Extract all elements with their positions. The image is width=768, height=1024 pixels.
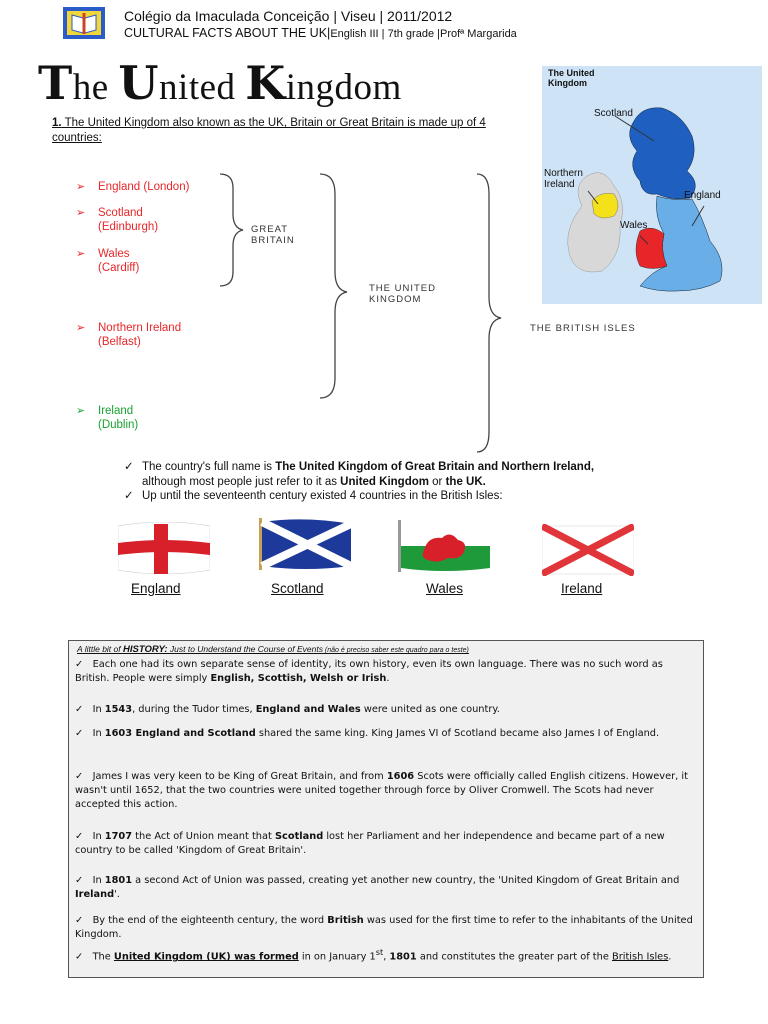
history-item: ✓ In 1801 a second Act of Union was passed, creating yet another new country, the 'United Kingdom of Great Britain and Ireland'. <box>75 875 680 900</box>
list-item: ➢ Wales (Cardiff) <box>76 248 140 274</box>
school-logo <box>62 6 106 40</box>
history-box <box>68 640 704 978</box>
british-isles-label: THE BRITISH ISLES <box>530 323 636 334</box>
flag-label-england: England <box>131 581 181 596</box>
check-icon: ✓ <box>75 728 84 739</box>
history-item: ✓ In 1603 England and Scotland shared the same king. King James VI of Scotland became also James I of England. <box>75 728 660 739</box>
arrow-icon: ➢ <box>76 181 86 193</box>
map-label-england: England <box>684 190 721 201</box>
flag-label-ireland: Ireland <box>561 581 603 596</box>
arrow-icon: ➢ <box>76 405 86 417</box>
notes-list <box>124 460 684 504</box>
map-title: The United Kingdom <box>548 68 595 88</box>
subject-header: CULTURAL FACTS ABOUT THE UK|English III | 7th grade |Profª Margarida <box>124 26 517 40</box>
check-icon: ✓ <box>75 951 84 963</box>
intro-text: 1. The United Kingdom also known as the UK, Britain or Great Britain is made up of 4 countries: <box>52 117 486 144</box>
list-item: ➢ Scotland (Edinburgh) <box>76 207 159 233</box>
check-icon: ✓ <box>75 831 84 842</box>
history-item: ✓ By the end of the eighteenth century, the word British was used for the first time to refer to the inhabitants of the United Kingdom. <box>75 915 693 940</box>
flag-label-scotland: Scotland <box>271 581 324 596</box>
scotland-flag <box>259 518 351 570</box>
check-icon: ✓ <box>124 461 134 473</box>
uk-map <box>542 66 762 304</box>
history-item: ✓ In 1707 the Act of Union meant that Scotland lost her Parliament and her independence and became part of a new country to be called 'Kingdom of Great Britain'. <box>75 831 665 856</box>
history-item: ✓ James I was very keen to be King of Great Britain, and from 1606 Scots were officially called English citizens. However, it wasn't until 1652, that the two countries were united together through force by Oliver Cromwell. The Scots had never accepted this action. <box>75 771 688 810</box>
wales-flag <box>398 520 490 572</box>
page-title: The United Kingdom <box>38 56 402 110</box>
ireland-flag <box>542 524 634 576</box>
map-label-scotland: Scotland <box>594 108 633 119</box>
england-flag <box>118 522 210 574</box>
history-title: A little bit of HISTORY: Just to Understand the Course of Events (não é preciso saber este quadro para o teste) <box>77 644 469 655</box>
map-label-wales: Wales <box>620 220 648 231</box>
arrow-icon: ➢ <box>76 207 86 219</box>
list-item: ➢ Northern Ireland (Belfast) <box>76 322 182 348</box>
arrow-icon: ➢ <box>76 322 86 334</box>
history-item: ✓ Each one had its own separate sense of identity, its own history, even its own language. There was no such word as British. People were simply English, Scottish, Welsh or Irish. <box>75 659 663 684</box>
check-icon: ✓ <box>75 704 84 715</box>
united-kingdom-label: THE UNITED KINGDOM <box>369 283 436 305</box>
great-britain-label: GREAT BRITAIN <box>251 224 295 246</box>
arrow-icon: ➢ <box>76 248 86 260</box>
note-four-countries: ✓ Up until the seventeenth century existed 4 countries in the British Isles: <box>124 490 503 502</box>
flag-label-wales: Wales <box>426 581 464 596</box>
grouping-braces <box>215 172 505 462</box>
history-item: ✓ The United Kingdom (UK) was formed in on January 1st, 1801 and constitutes the greater part of the British Isles. <box>75 947 672 963</box>
list-item: ➢ England (London) <box>76 181 190 193</box>
history-item: ✓ In 1543, during the Tudor times, England and Wales were united as one country. <box>75 704 500 715</box>
school-header: Colégio da Imaculada Conceição | Viseu | 2011/2012 <box>124 8 453 24</box>
check-icon: ✓ <box>124 490 134 502</box>
check-icon: ✓ <box>75 875 84 886</box>
check-icon: ✓ <box>75 659 84 670</box>
note-full-name: ✓ The country's full name is The United Kingdom of Great Britain and Northern Ireland, although most people just refer to it as United Kingdom or the UK. <box>124 461 595 488</box>
list-item: ➢ Ireland (Dublin) <box>76 405 139 431</box>
check-icon: ✓ <box>75 915 84 926</box>
check-icon: ✓ <box>75 771 84 782</box>
map-label-northern-ireland: Northern Ireland <box>544 168 583 190</box>
